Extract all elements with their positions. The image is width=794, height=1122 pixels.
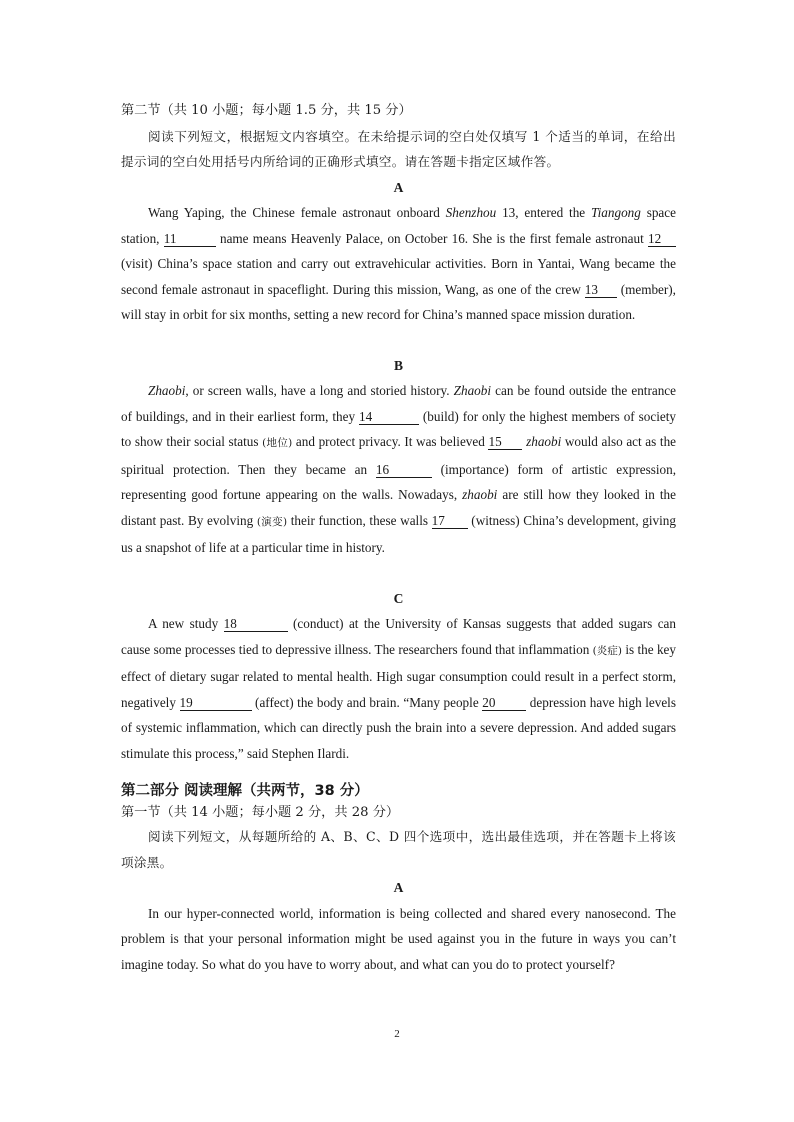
- passage-b-letter: B: [393, 357, 403, 373]
- text: (build) for only the highest members of society to show their social status: [121, 408, 676, 449]
- spacer: [121, 328, 676, 353]
- text: (visit) China’s space station and carry out extravehicular activities. Born in Yantai, Wang became the second female astronaut in spaceflight. During this mission, Wang, as one of the crew: [121, 256, 676, 297]
- text: (importance) form of artistic expression, representing good fortune appearing on the walls. Nowadays,: [121, 461, 676, 502]
- text: name means Heavenly Palace, on October 16. She is the first female astronaut: [215, 230, 648, 246]
- text: depression have high levels of systemic inflammation, which can directly push the brain into a severe depression. And added sugars stimulate this process,” said Stephen Ilardi.: [121, 694, 676, 761]
- section2-instruction: 阅读下列短文，根据短文内容填空。在未给提示词的空白处仅填写 1 个适当的单词，在给出提示词的空白处用括号内所给词的正确形式填空。请在答题卡指定区域作答。: [121, 128, 676, 169]
- passage-c-letter: C: [393, 590, 404, 606]
- chinese-gloss: (演变): [256, 515, 288, 528]
- text: are still how they looked in the distant past. By evolving: [121, 487, 676, 528]
- italic-term: zhaobi: [462, 487, 498, 502]
- text: and protect privacy. It was believed: [292, 434, 489, 449]
- passage-b: [121, 378, 676, 561]
- part2-passage-a: In our hyper-connected world, information is being collected and shared every nanosecond. The problem is that your personal information might be used against you in the future in ways you can’t imagine today. So what do you have to worry about, and what can you do to protect yourself?: [121, 905, 676, 972]
- chinese-gloss: (炎症): [592, 644, 622, 657]
- passage-a-letter: A: [393, 179, 404, 195]
- chinese-gloss: (地位): [262, 437, 293, 449]
- spacer: [121, 561, 676, 586]
- text: 13, entered the: [496, 205, 592, 220]
- text: Wang Yaping, the Chinese female astronaut onboard: [148, 205, 446, 220]
- spacer: [121, 766, 676, 780]
- blank-19[interactable]: 19: [180, 696, 252, 711]
- part2-section1-heading: 第一节（共 14 小题；每小题 2 分，共 28 分）: [121, 805, 400, 820]
- exam-page: [121, 98, 676, 977]
- blank-12[interactable]: 12: [648, 232, 676, 247]
- text: (affect) the body and brain. “Many people: [251, 694, 483, 710]
- text: space station,: [121, 205, 676, 246]
- blank-18[interactable]: 18: [224, 617, 288, 632]
- text: would also act as the spiritual protection. Then they became an: [121, 434, 677, 477]
- blank-20[interactable]: 20: [482, 696, 526, 711]
- blank-11[interactable]: 11: [164, 232, 216, 247]
- text: their function, these walls: [287, 512, 432, 528]
- section2-heading: 第二节（共 10 小题；每小题 1.5 分，共 15 分）: [121, 103, 412, 118]
- page-number: 2: [394, 1028, 400, 1040]
- text: can be found outside the entrance of buildings, and in their earliest form, they: [121, 383, 676, 424]
- text: (conduct) at the University of Kansas suggests that added sugars can cause some processes tied to depressive illness. The researchers found that inflammation: [121, 616, 677, 657]
- italic-term: Shenzhou: [445, 205, 497, 220]
- blank-16[interactable]: 16: [376, 463, 432, 478]
- italic-term: Tiangong: [591, 205, 641, 220]
- text: (witness) China’s development, giving us a snapshot of life at a particular time in history.: [121, 512, 676, 555]
- passage-c: [121, 611, 676, 766]
- italic-term: Zhaobi: [148, 383, 186, 398]
- part2-heading: 第二部分 阅读理解（共两节，38 分）: [121, 783, 369, 799]
- text: (member), will stay in orbit for six months, setting a new record for China’s manned space mission duration.: [121, 281, 676, 322]
- italic-term: zhaobi: [526, 434, 562, 449]
- blank-14[interactable]: 14: [359, 410, 419, 425]
- part2-passage-a-letter: A: [393, 880, 404, 895]
- text: A new study: [148, 616, 224, 631]
- passage-a: [121, 200, 676, 328]
- italic-term: Zhaobi: [453, 383, 492, 398]
- text: is the key effect of dietary sugar related to mental health. High sugar consumption could result in a perfect storm, negatively: [121, 641, 676, 710]
- blank-17[interactable]: 17: [432, 514, 468, 529]
- part2-instruction: 阅读下列短文，从每题所给的 A、B、C、D 四个选项中，选出最佳选项，并在答题卡上将该项涂黑。: [121, 829, 676, 870]
- blank-15[interactable]: 15: [488, 435, 522, 450]
- text: , or screen walls, have a long and storied history.: [185, 383, 454, 398]
- blank-13[interactable]: 13: [585, 283, 617, 298]
